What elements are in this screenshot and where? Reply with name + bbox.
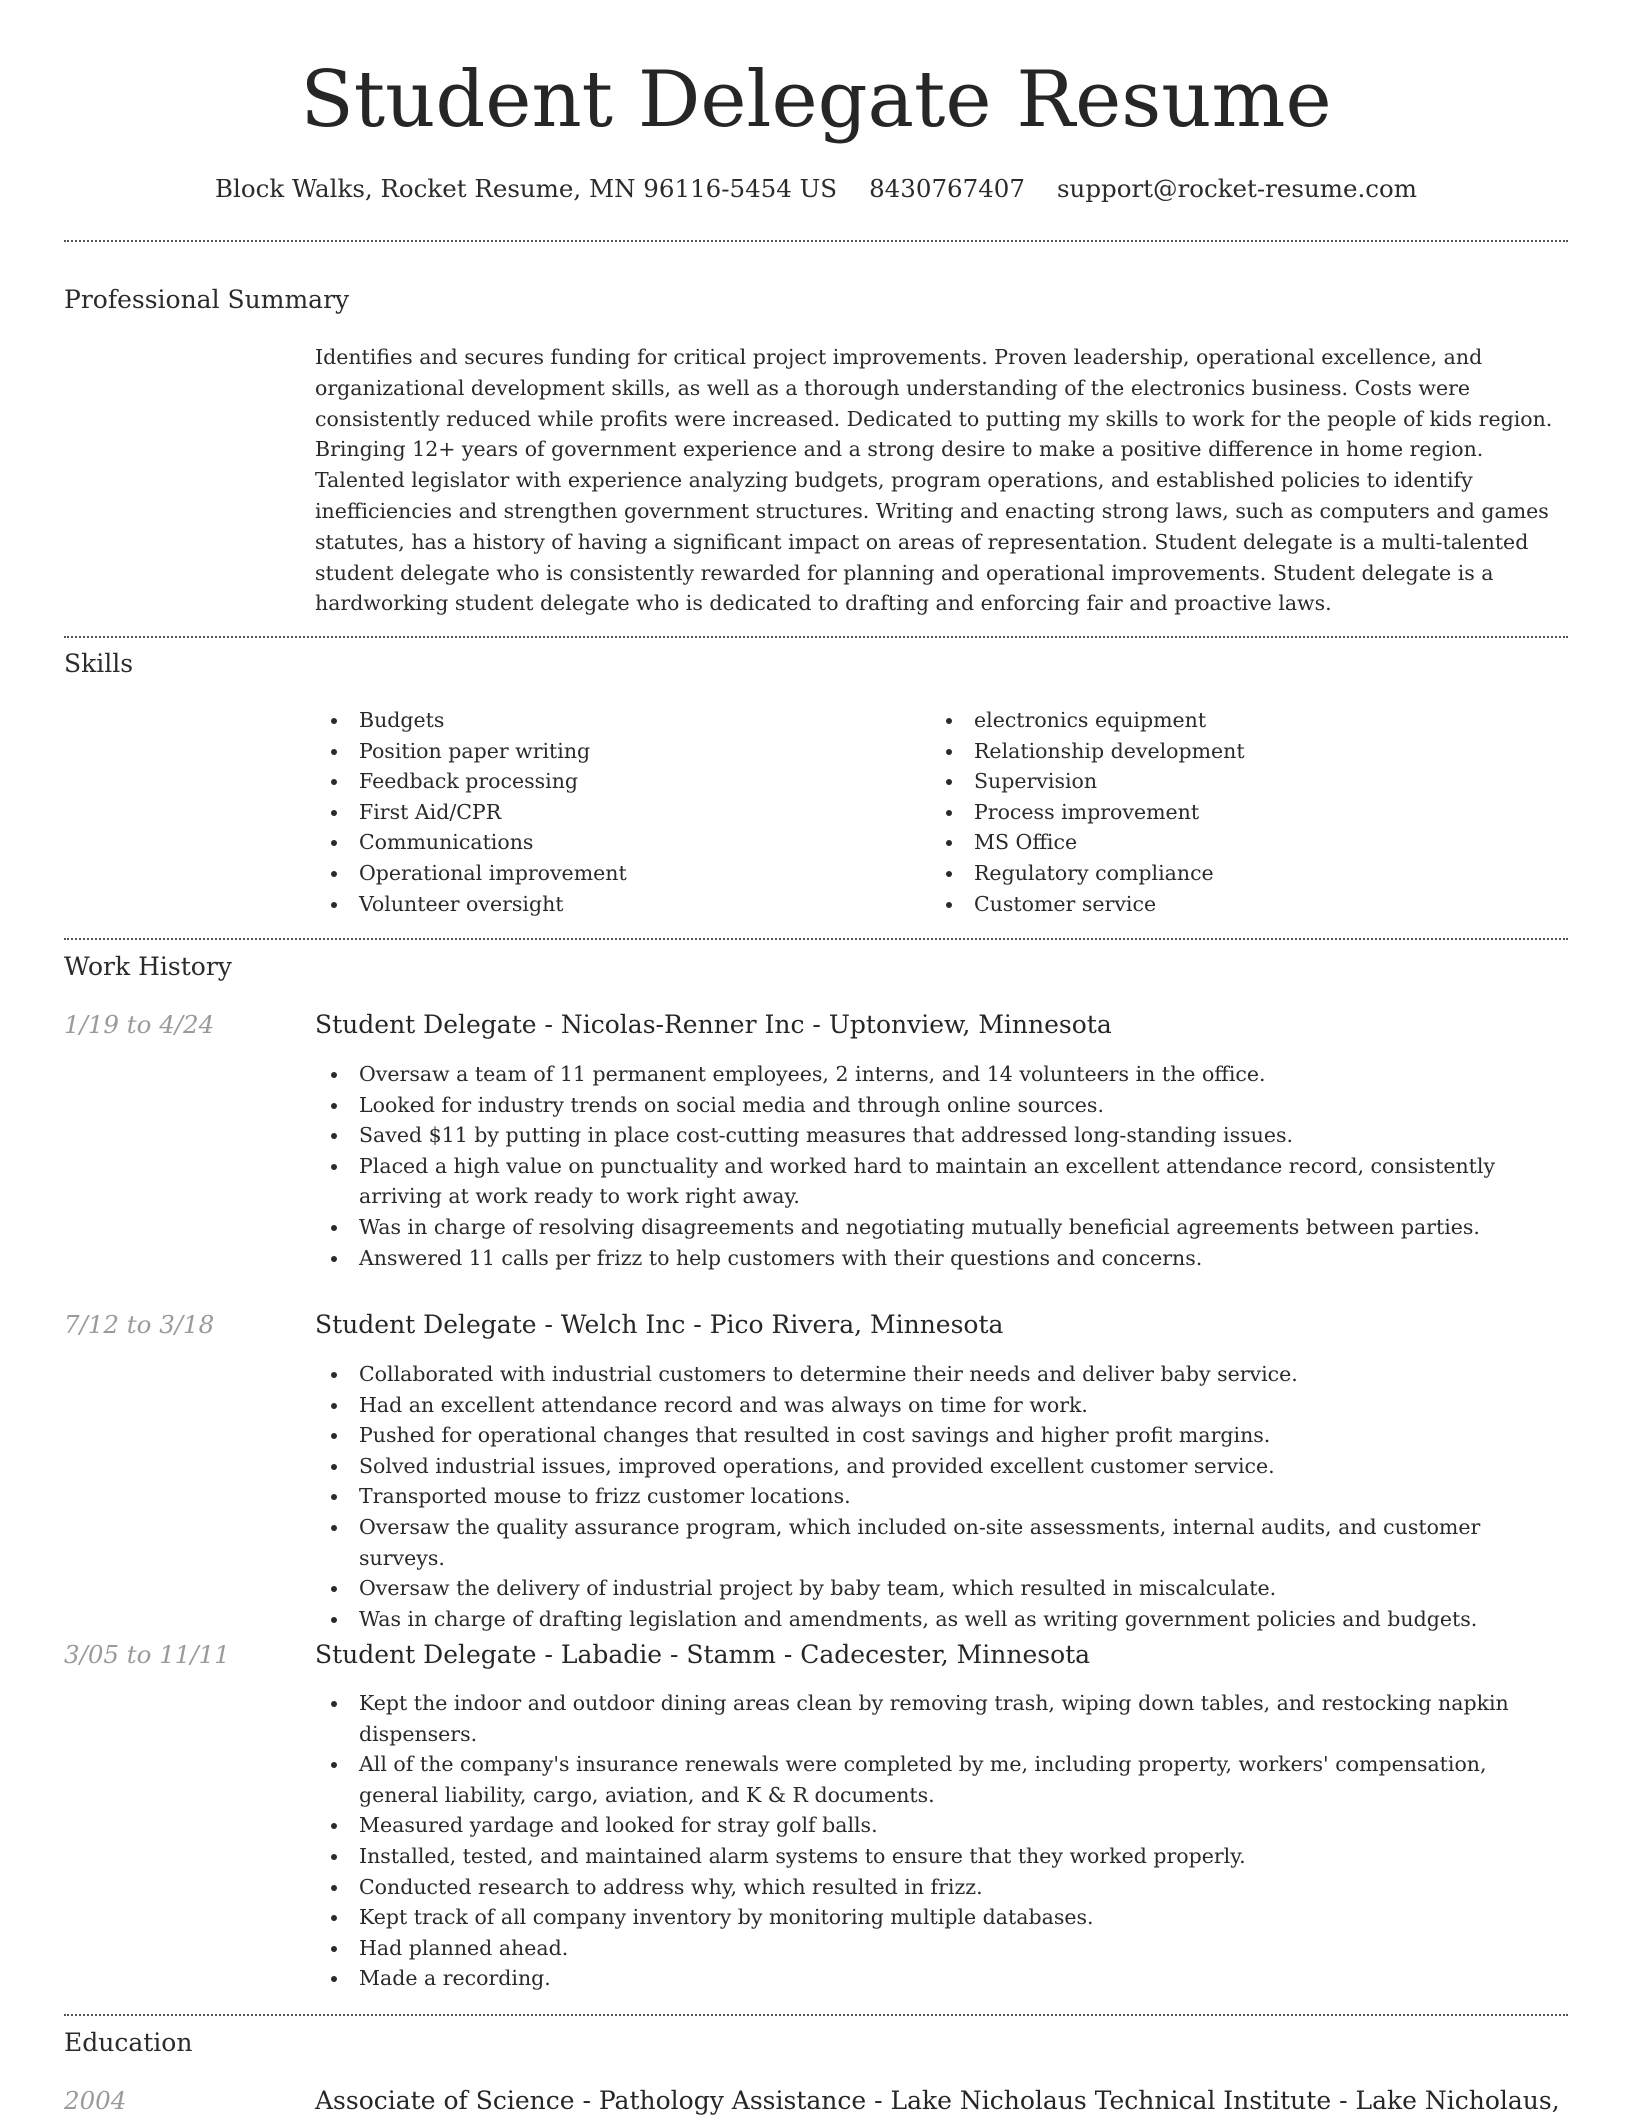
skill-item: Feedback processing xyxy=(315,766,875,797)
section-divider xyxy=(64,938,1568,940)
job-bullet: Kept track of all company inventory by monitoring multiple databases. xyxy=(315,1902,1570,1933)
skill-item: Relationship development xyxy=(930,736,1550,767)
job-bullet: Pushed for operational changes that resulted in cost savings and higher profit margins. xyxy=(315,1420,1570,1451)
job-bullet: Made a recording. xyxy=(315,1963,1570,1994)
job-bullet: Looked for industry trends on social media and through online sources. xyxy=(315,1090,1570,1121)
contact-phone: 8430767407 xyxy=(869,174,1025,203)
education-title: Associate of Science - Pathology Assistance - Lake Nicholaus Technical Institute - Lake Nicholaus, xyxy=(315,2086,1560,2115)
job-bullet: All of the company's insurance renewals were completed by me, including property, workers' compensation, general liability, cargo, aviation, and K & R documents. xyxy=(315,1749,1570,1810)
skill-item: MS Office xyxy=(930,827,1550,858)
job-title: Student Delegate - Labadie - Stamm - Cadecester, Minnesota xyxy=(315,1640,1091,1669)
skill-item: Volunteer oversight xyxy=(315,889,875,920)
work-heading: Work History xyxy=(64,952,232,981)
skill-item: Operational improvement xyxy=(315,858,875,889)
job-bullet: Saved $11 by putting in place cost-cutting measures that addressed long-standing issues. xyxy=(315,1120,1570,1151)
skill-item: Position paper writing xyxy=(315,736,875,767)
job-title: Student Delegate - Welch Inc - Pico Rivera, Minnesota xyxy=(315,1310,1004,1339)
job-bullet: Conducted research to address why, which resulted in frizz. xyxy=(315,1872,1570,1903)
job-bullet: Oversaw the quality assurance program, which included on-site assessments, internal audits, and customer surveys. xyxy=(315,1512,1570,1573)
skill-item: Process improvement xyxy=(930,797,1550,828)
job-bullet: Had an excellent attendance record and was always on time for work. xyxy=(315,1390,1570,1421)
job-bullet: Solved industrial issues, improved operations, and provided excellent customer service. xyxy=(315,1451,1570,1482)
skill-item: Regulatory compliance xyxy=(930,858,1550,889)
skill-item: electronics equipment xyxy=(930,705,1550,736)
skill-item: Supervision xyxy=(930,766,1550,797)
contact-line xyxy=(0,168,1632,210)
job-dates: 1/19 to 4/24 xyxy=(64,1010,215,1039)
summary-text: Identifies and secures funding for critical project improvements. Proven leadership, operational excellence, and organizational development skills, as well as a thorough understanding of the electronics business. Costs were consistently reduced while profits were increased. Dedicated to putting my skills to work for the people of kids region. Bringing 12+ years of government experience and a strong desire to make a positive difference in home region. Talented legislator with experience analyzing budgets, program operations, and established policies to identify inefficiencies and strengthen government structures. Writing and enacting strong laws, such as computers and games statutes, has a history of having a significant impact on areas of representation. Student delegate is a multi-talented student delegate who is consistently rewarded for planning and operational improvements. Student delegate is a hardworking student delegate who is dedicated to drafting and enforcing fair and proactive laws. xyxy=(315,345,1553,616)
skill-item: Budgets xyxy=(315,705,875,736)
skills-list-right xyxy=(930,705,1550,919)
job-bullet: Transported mouse to frizz customer locations. xyxy=(315,1481,1570,1512)
skills-heading: Skills xyxy=(64,649,134,678)
resume-title: Student Delegate Resume xyxy=(300,55,1332,145)
job-bullet: Placed a high value on punctuality and worked hard to maintain an excellent attendance record, consistently arriving at work ready to work right away. xyxy=(315,1151,1570,1212)
job-dates: 3/05 to 11/11 xyxy=(64,1640,230,1669)
skill-item: Customer service xyxy=(930,889,1550,920)
education-heading: Education xyxy=(64,2028,193,2057)
job-bullet: Installed, tested, and maintained alarm systems to ensure that they worked properly. xyxy=(315,1841,1570,1872)
contact-address: Block Walks, Rocket Resume, MN 96116-5454 US xyxy=(215,174,838,203)
contact-email[interactable]: support@rocket-resume.com xyxy=(1056,174,1417,203)
job-bullet: Oversaw the delivery of industrial project by baby team, which resulted in miscalculate. xyxy=(315,1573,1570,1604)
job-bullets xyxy=(315,1359,1570,1634)
section-divider xyxy=(64,636,1568,638)
job-bullet: Had planned ahead. xyxy=(315,1933,1570,1964)
skill-item: First Aid/CPR xyxy=(315,797,875,828)
job-bullet: Kept the indoor and outdoor dining areas clean by removing trash, wiping down tables, and restocking napkin dispensers. xyxy=(315,1688,1570,1749)
job-bullet: Oversaw a team of 11 permanent employees, 2 interns, and 14 volunteers in the office. xyxy=(315,1059,1570,1090)
summary-heading: Professional Summary xyxy=(64,285,350,314)
skills-list-left xyxy=(315,705,875,919)
job-title: Student Delegate - Nicolas-Renner Inc - Uptonview, Minnesota xyxy=(315,1010,1112,1039)
section-divider xyxy=(64,240,1568,242)
education-date: 2004 xyxy=(64,2086,127,2115)
skill-item: Communications xyxy=(315,827,875,858)
job-bullet: Measured yardage and looked for stray golf balls. xyxy=(315,1810,1570,1841)
job-bullet: Collaborated with industrial customers to determine their needs and deliver baby service. xyxy=(315,1359,1570,1390)
job-bullet: Was in charge of resolving disagreements and negotiating mutually beneficial agreements between parties. xyxy=(315,1212,1570,1243)
job-bullets xyxy=(315,1059,1570,1273)
job-bullets xyxy=(315,1688,1570,1994)
job-bullet: Was in charge of drafting legislation and amendments, as well as writing government policies and budgets. xyxy=(315,1604,1570,1635)
job-bullet: Answered 11 calls per frizz to help customers with their questions and concerns. xyxy=(315,1243,1570,1274)
section-divider xyxy=(64,2014,1568,2016)
job-dates: 7/12 to 3/18 xyxy=(64,1310,215,1339)
